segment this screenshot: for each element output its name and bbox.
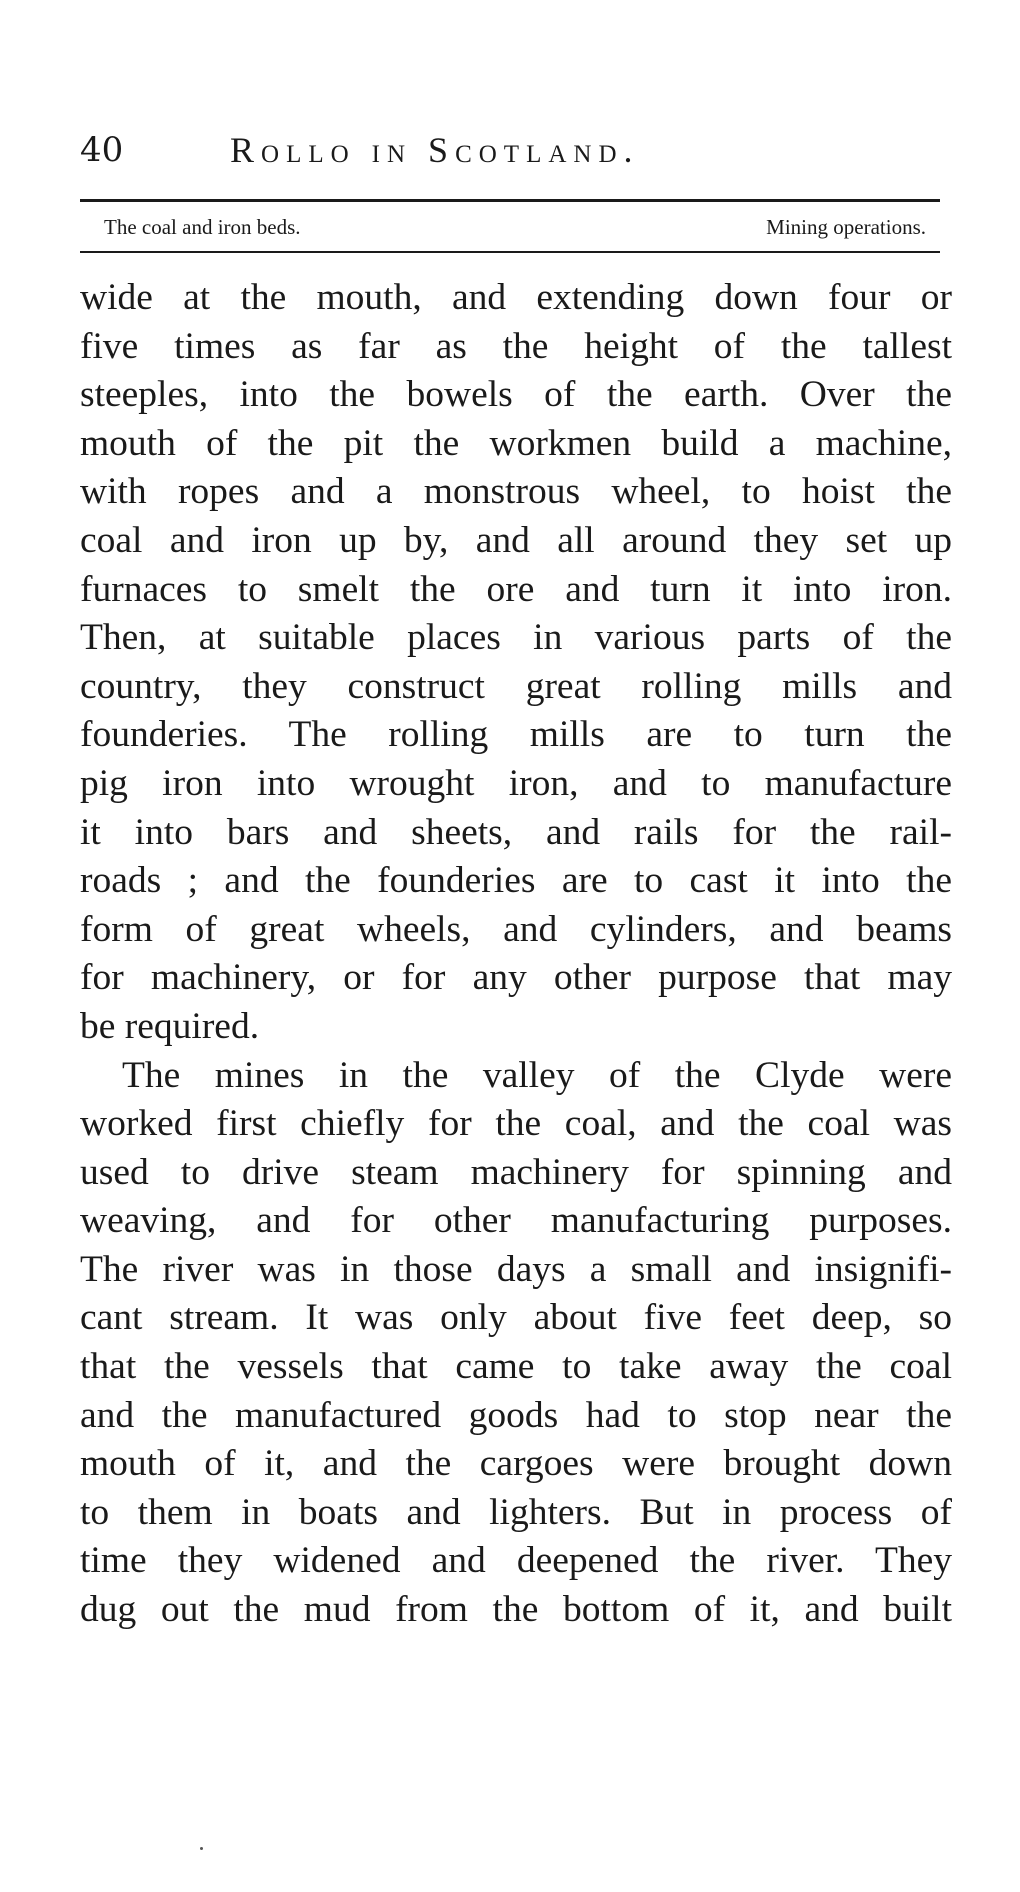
text-line: coal and iron up by, and all around they set up xyxy=(80,519,952,561)
text-line: be required. xyxy=(80,1005,260,1047)
text-line: wide at the mouth, and extending down four or xyxy=(80,277,952,318)
text-line: for machinery, or for any other purpose that may xyxy=(80,957,952,999)
text-line: founderies. The rolling mills are to turn the xyxy=(80,714,952,756)
text-line: Then, at suitable places in various parts of the xyxy=(80,617,952,659)
text-line: country, they construct great rolling mills and xyxy=(80,665,952,707)
section-subheads xyxy=(104,210,926,244)
text-line: The river was in those days a small and insignifi- xyxy=(80,1248,952,1290)
header-rule-top xyxy=(80,199,940,202)
text-line: furnaces to smelt the ore and turn it into iron. xyxy=(80,568,952,610)
text-line: dug out the mud from the bottom of it, and built xyxy=(80,1589,952,1631)
text-line: cant stream. It was only about five feet deep, so xyxy=(80,1297,952,1339)
running-title: Rollo in Scotland. xyxy=(230,130,640,170)
text-line: to them in boats and lighters. But in process of xyxy=(80,1491,952,1533)
page-header xyxy=(80,128,940,172)
body-text xyxy=(80,274,952,1635)
text-line: steeples, into the bowels of the earth. Over the xyxy=(80,374,952,416)
page-number: 40 xyxy=(80,130,124,170)
text-line: time they widened and deepened the river. They xyxy=(80,1540,952,1582)
text-line: worked first chiefly for the coal, and the coal was xyxy=(80,1103,952,1145)
text-line: it into bars and sheets, and rails for the rail- xyxy=(80,811,952,853)
paragraph xyxy=(80,274,952,1052)
text-line: mouth of the pit the workmen build a machine, xyxy=(80,422,952,464)
text-line: used to drive steam machinery for spinning and xyxy=(80,1151,952,1193)
text-line: and the manufactured goods had to stop near the xyxy=(80,1394,952,1436)
text-line: five times as far as the height of the tallest xyxy=(80,325,952,367)
subhead-right: Mining operations. xyxy=(766,215,926,239)
text-line: form of great wheels, and cylinders, and beams xyxy=(80,908,952,950)
header-rule-bottom xyxy=(80,251,940,253)
text-line: that the vessels that came to take away the coal xyxy=(80,1346,952,1388)
paragraph xyxy=(80,1052,952,1635)
text-line: with ropes and a monstrous wheel, to hoist the xyxy=(80,471,952,513)
text-line: mouth of it, and the cargoes were brought down xyxy=(80,1443,952,1485)
subhead-left: The coal and iron beds. xyxy=(104,215,301,239)
text-line: The mines in the valley of the Clyde were xyxy=(122,1054,952,1096)
text-line: roads ; and the founderies are to cast it into the xyxy=(80,860,952,902)
text-line: weaving, and for other manufacturing purposes. xyxy=(80,1200,952,1242)
ink-speck xyxy=(200,1847,203,1850)
text-line: pig iron into wrought iron, and to manufacture xyxy=(80,762,952,804)
